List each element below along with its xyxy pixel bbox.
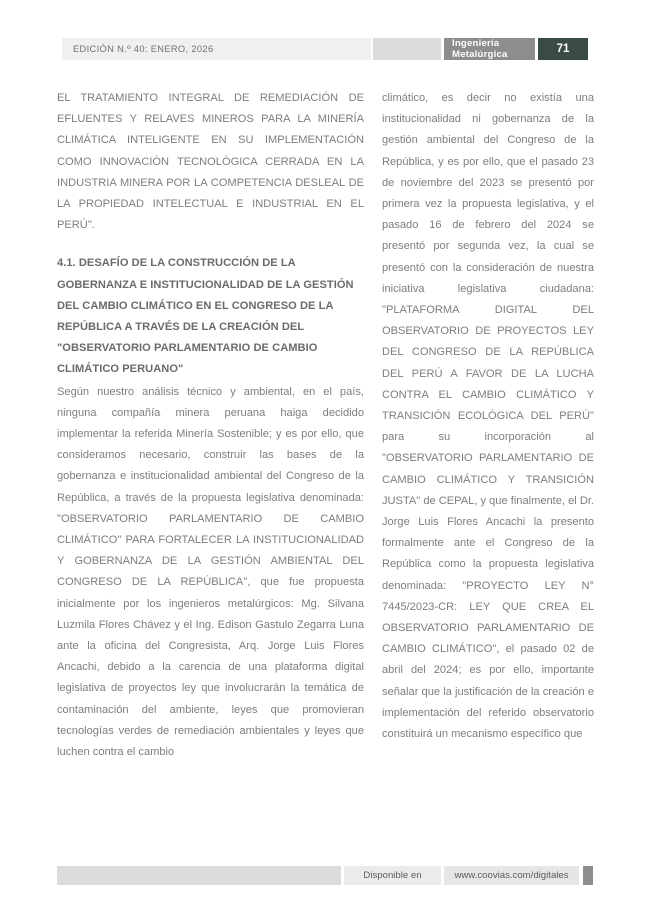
page-content	[0, 88, 650, 848]
header-section-title: Ingeniería Metalúrgica	[444, 38, 535, 60]
header-edition-label: EDICIÓN N.º 40: ENERO, 2026	[62, 38, 371, 60]
page-footer	[57, 866, 593, 885]
left-column	[57, 88, 364, 763]
intro-paragraph: EL TRATAMIENTO INTEGRAL DE REMEDIACIÓN DE EFLUENTES Y RELAVES MINEROS PARA LA MINERÍA CLIMÁTICA INTELIGENTE EN SU IMPLEMENTACIÓN COMO INNOVACIÓN TECNOLÓGICA CERRADA EN LA INDUSTRIA MINERA POR LA COMPETENCIA DESLEAL DE LA PROPIEDAD INTELECTUAL E INDUSTRIAL EN EL PERÚ".	[57, 92, 364, 232]
header-gap-block	[373, 38, 441, 60]
footer-spacer-block	[57, 866, 341, 885]
right-body-paragraph: climático, es decir no existía una institucionalidad ni gobernanza de la gestión ambiental del Congreso de la República, y es por ello, que el pasado 23 de noviembre del 2023 se presentó por primera vez la propuesta legislativa, y el pasado 16 de febrero del 2024 se presentó por segunda vez, la cual se presentó con la consideración de nuestra iniciativa legislativa ciudadana: "PLATAFORMA DIGITAL DEL OBSERVATORIO DE PROYECTOS LEY DEL CONGRESO DE LA REPÚBLICA DEL PERÚ A FAVOR DE LA LUCHA CONTRA EL CAMBIO CLIMÁTICO Y TRANSICIÓN ECOLÓGICA DEL PERÚ" para su incorporación al "OBSERVATORIO PARLAMENTARIO DE CAMBIO CLIMÁTICO Y TRANSICIÓN JUSTA" de CEPAL, y que finalmente, el Dr. Jorge Luis Flores Ancachi la presento formalmente ante el Congreso de la República como la propuesta legislativa denominada: "PROYECTO LEY N° 7445/2023-CR: LEY QUE CREA EL OBSERVATORIO PARLAMENTARIO DE CAMBIO CLIMÁTICO", el pasado 02 de abril del 2024; es por ello, importante señalar que la justificación de la creación e implementación del referido observatorio constituirá un mecanismo específico que	[382, 92, 594, 741]
left-body-paragraph: Según nuestro análisis técnico y ambiental, en el país, ninguna compañía minera peruana haiga decidido implementar la referida Minería Sostenible; y es por ello, que consideramos necesario, construir las bases de la gobernanza e institucionalidad ambiental del Congreso de la República, a través de la propuesta legislativa denominada: "OBSERVATORIO PARLAMENTARIO DE CAMBIO CLIMÁTICO" PARA FORTALECER LA INSTITUCIONALIDAD Y GOBERNANZA DE LA GESTIÓN AMBIENTAL DEL CONGRESO DE LA REPÚBLICA", que fue propuesta inicialmente por los ingenieros metalúrgicos: Mg. Silvana Luzmila Flores Chávez y el Ing. Edison Gastulo Zegarra Luna ante la oficina del Congresista, Arq. Jorge Luis Flores Ancachi, debido a la carencia de una plataforma digital legislativa de proyectos ley que involucrarán la temática de contaminación del ambiente, leyes que promovieran tecnologías verdes de remediación ambientales y leyes que luchen contra el cambio	[57, 385, 364, 759]
section-heading-4-1: 4.1. DESAFÍO DE LA CONSTRUCCIÓN DE LA GOBERNANZA E INSTITUCIONALIDAD DE LA GESTIÓN DEL CAMBIO CLIMÁTICO EN EL CONGRESO DE LA REPÚBLICA A TRAVÉS DE LA CREACIÓN DEL "OBSERVATORIO PARLAMENTARIO DE CAMBIO CLIMÁTICO PERUANO"	[57, 257, 354, 376]
footer-availability-label: Disponible en	[344, 866, 441, 885]
page-header	[62, 38, 588, 60]
footer-url-link[interactable]: www.coovias.com/digitales	[444, 866, 579, 885]
right-column	[382, 88, 594, 745]
page-number-badge: 71	[538, 38, 588, 60]
footer-mark-block	[583, 866, 593, 885]
